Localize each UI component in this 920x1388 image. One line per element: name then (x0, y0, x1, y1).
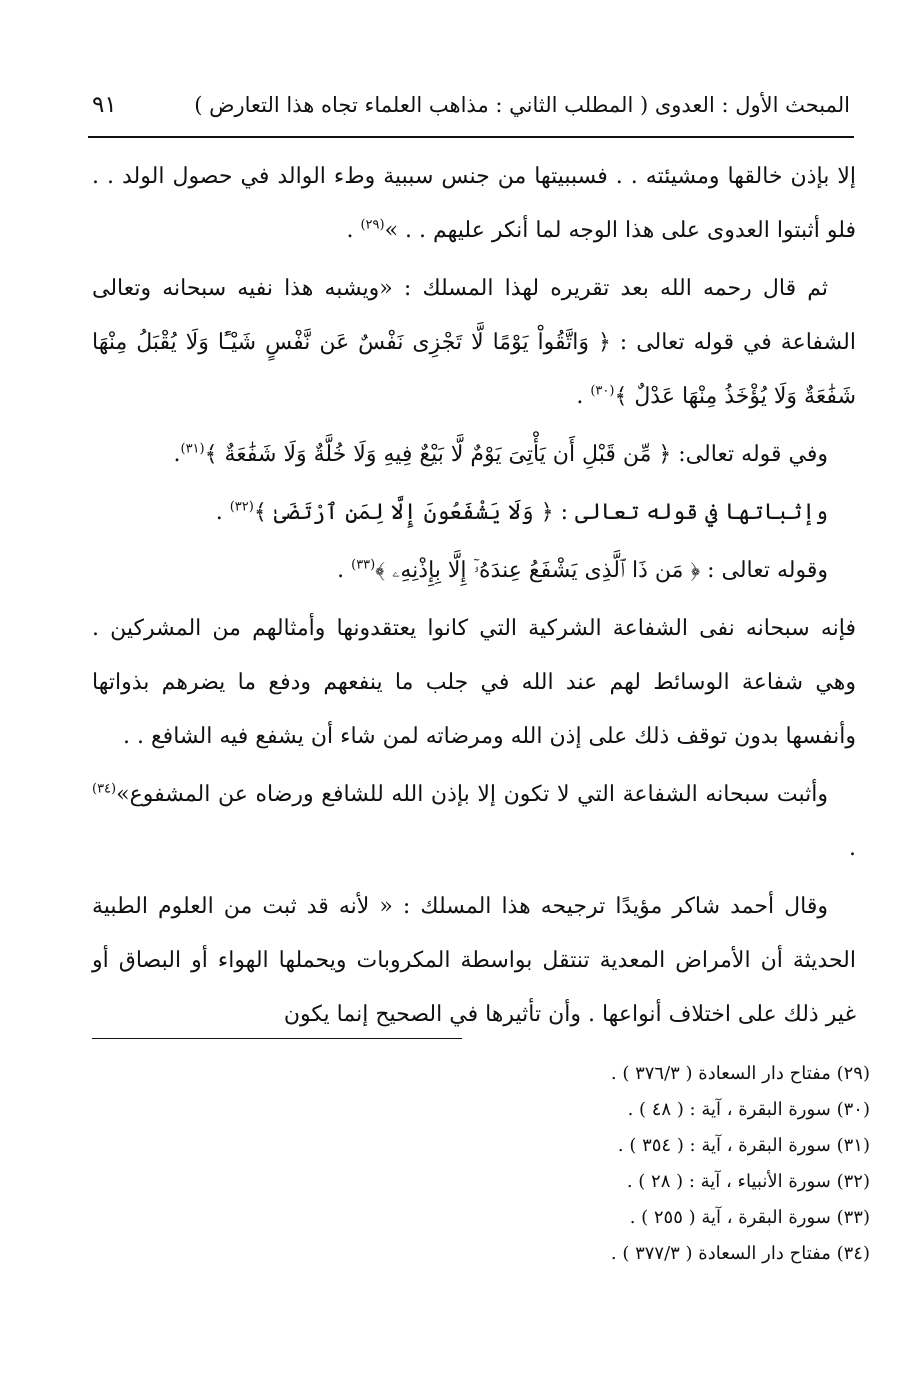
paragraph-1-text: إلا بإذن خالقها ومشيئته . . فسببيتها من جنس سببية وطء الوالد في حصول الولد . . فلو أثبتوا العدوى على هذا الوجه لما أنكر عليهم . . » (92, 164, 856, 243)
footnote-34: (٣٤) مفتاح دار السعادة ( ٣٧٧/٣ ) . (610, 1243, 870, 1264)
paragraph-7-end: . (849, 836, 856, 861)
footnote-divider (92, 1038, 462, 1039)
paragraph-8 (92, 880, 856, 1042)
footnote-33: (٣٣) سورة البقرة ، آية ( ٢٥٥ ) . (629, 1207, 870, 1228)
paragraph-4-end: . (215, 500, 230, 525)
paragraph-2-end: . (576, 384, 591, 409)
paragraph-7-text: وأثبت سبحانه الشفاعة التي لا تكون إلا بإذن الله للشافع ورضاه عن المشفوع» (116, 782, 828, 807)
footnotes (300, 1056, 870, 1272)
footnote-ref-34: (٣٤) (92, 781, 117, 797)
paragraph-6 (92, 602, 856, 764)
paragraph-5 (92, 544, 856, 598)
running-header (92, 92, 850, 132)
paragraph-1-end: . (346, 218, 361, 243)
footnote-ref-31: (٣١) (180, 441, 205, 457)
footnote-31: (٣١) سورة البقرة ، آية : ( ٣٥٤ ) . (617, 1135, 870, 1156)
header-divider (88, 136, 854, 138)
paragraph-5-end: . (337, 558, 352, 583)
footnote-30: (٣٠) سورة البقرة ، آية : ( ٤٨ ) . (627, 1099, 870, 1120)
paragraph-8-text: وقال أحمد شاكر مؤيدًا ترجيحه هذا المسلك : « لأنه قد ثبت من العلوم الطبية الحديثة أن الأمراض المعدية تنتقل بواسطة المكروبات ويحملها الهواء أو البصاق أو غير ذلك على اختلاف أنواعها . وأن تأثيرها في الصحيح إنما يكون (92, 894, 856, 1027)
paragraph-5-text: وقوله تعالى : ﴿ مَن ذَا ٱلَّذِى يَشْفَعُ عِندَهُۥٓ إِلَّا بِإِذْنِهِۦ ﴾ (375, 558, 828, 583)
footnote-ref-30: (٣٠) (590, 383, 615, 399)
paragraph-6-text: فإنه سبحانه نفى الشفاعة الشركية التي كانوا يعتقدونها وأمثالهم من المشركين . وهي شفاعة الوسائط لهم عند الله في جلب ما ينفعهم ودفع ما يضرهم بذواتها وأنفسها بدون توقف ذلك على إذن الله ومرضاته لمن شاء أن يشفع فيه الشافع . . (92, 616, 856, 749)
paragraph-3-text: وفي قوله تعالى: ﴿ مِّن قَبْلِ أَن يَأْتِىَ يَوْمٌ لَّا بَيْعٌ فِيهِ وَلَا خُلَّةٌ وَلَا شَفَٰعَةٌ ﴾ (204, 442, 828, 467)
footnote-29: (٢٩) مفتاح دار السعادة ( ٣٧٦/٣ ) . (610, 1063, 870, 1084)
footnote-ref-29: (٢٩) (360, 217, 385, 233)
page-number: ٩١ (92, 92, 117, 118)
body-text (92, 150, 856, 1046)
paragraph-3 (92, 428, 856, 482)
footnote-ref-32: (٣٢) (229, 499, 254, 515)
paragraph-3-end: . (173, 442, 181, 467)
paragraph-7 (92, 768, 856, 876)
footnote-32: (٣٢) سورة الأنبياء ، آية : ( ٢٨ ) . (626, 1171, 870, 1192)
paragraph-2-text: ثم قال رحمه الله بعد تقريره لهذا المسلك : «ويشبه هذا نفيه سبحانه وتعالى الشفاعة في قوله تعالى : ﴿ وَاتَّقُواْ يَوْمًا لَّا تَجْزِى نَفْسٌ عَن نَّفْسٍ شَيْـًٔا وَلَا يُقْبَلُ مِنْهَا شَفَٰعَةٌ وَلَا يُؤْخَذُ مِنْهَا عَدْلٌ ﴾ (92, 276, 856, 409)
paragraph-1 (92, 150, 856, 258)
paragraph-2 (92, 262, 856, 424)
running-header-title: المبحث الأول : العدوى ( المطلب الثاني : مذاهب العلماء تجاه هذا التعارض ) (194, 93, 850, 117)
paragraph-4-text: وإثباتها في قوله تعالى : ﴿ وَلَا يَشْفَعُونَ إِلَّا لِمَنِ ٱرْتَضَىٰ ﴾ (253, 500, 828, 525)
footnote-ref-33: (٣٣) (351, 557, 376, 573)
paragraph-4 (92, 486, 856, 540)
